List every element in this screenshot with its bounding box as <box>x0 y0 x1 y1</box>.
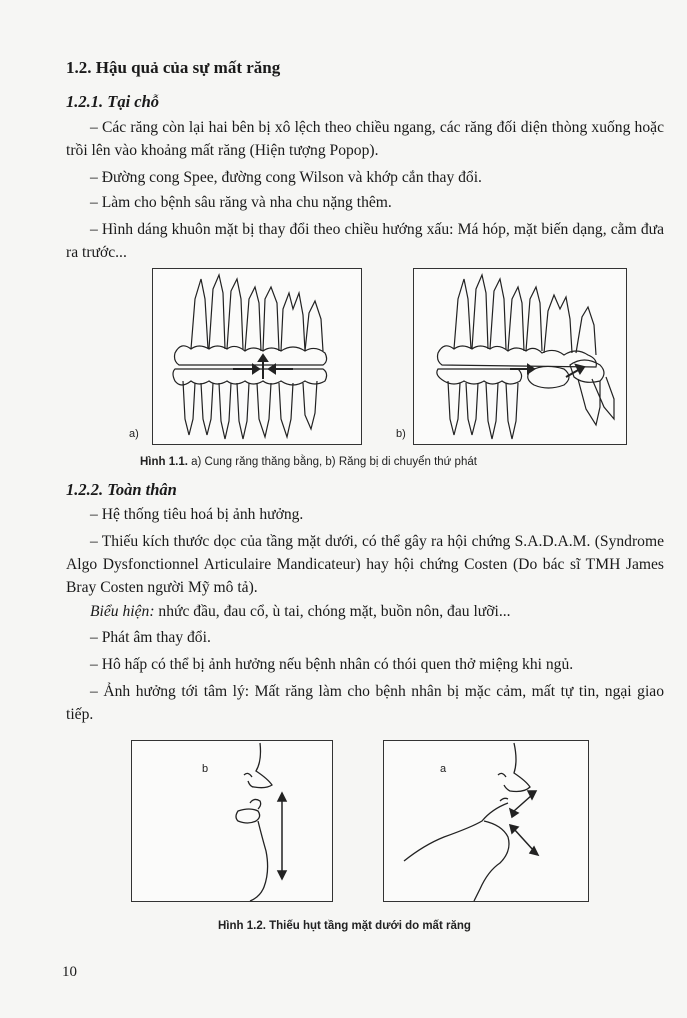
figure-1-2-label-b: b <box>202 763 209 775</box>
figure-1-2-left <box>131 740 333 902</box>
paragraph-local-2: – Đường cong Spee, đường cong Wilson và khớp cắn thay đổi. <box>90 169 482 186</box>
paragraph-local-4: – Hình dáng khuôn mặt bị thay đổi theo chiều hướng xấu: Má hóp, mặt biến dạng, cằm đưa ra trước... <box>66 221 664 261</box>
figure-1-1-label-a: a) <box>129 428 139 440</box>
symptoms-text: nhức đầu, đau cổ, ù tai, chóng mặt, buồn nôn, đau lưỡi... <box>154 603 511 620</box>
dental-arch-shifted-illustration <box>414 269 626 444</box>
figure-1-2-label-a: a <box>440 763 447 775</box>
page-number: 10 <box>62 964 77 980</box>
paragraph-local-3: – Làm cho bệnh sâu răng và nha chu nặng thêm. <box>90 194 392 211</box>
figure-1-1-caption-number: Hình 1.1. <box>140 456 188 468</box>
face-profile-normal-illustration <box>132 741 332 901</box>
figure-1-1-b <box>396 268 627 445</box>
subsection-heading-general: 1.2.2. Toàn thân <box>66 480 177 499</box>
paragraph-local-1: – Các răng còn lại hai bên bị xô lệch theo chiều ngang, các răng đối diện thòng xuống hoặc trồi lên vào khoảng mất răng (Hiện tượng Popop). <box>66 119 664 159</box>
paragraph-general-2: – Thiếu kích thước dọc của tầng mặt dưới, có thể gây ra hội chứng S.A.D.A.M. (Syndrome Algo Dysfonctionnel Articulaire Mandicateur) hay hội chứng Costen (Do bác sĩ TMH James Bray Costen người Mỹ mô tả). <box>66 533 664 596</box>
section-heading: 1.2. Hậu quả của sự mất răng <box>66 58 281 77</box>
dental-arch-balanced-illustration <box>153 269 361 444</box>
figure-1-2-right <box>383 740 589 902</box>
figure-1-1-label-b: b) <box>396 428 406 440</box>
paragraph-general-4: – Hô hấp có thể bị ảnh hưởng nếu bệnh nhân có thói quen thở miệng khi ngủ. <box>90 656 574 673</box>
figure-1-1-a <box>129 268 362 445</box>
paragraph-general-3: – Phát âm thay đổi. <box>90 629 211 646</box>
figure-1-1-caption <box>140 456 477 468</box>
symptoms-label: Biểu hiện: <box>90 603 155 620</box>
face-profile-collapsed-illustration <box>384 741 588 901</box>
paragraph-general-1: – Hệ thống tiêu hoá bị ảnh hưởng. <box>90 506 304 523</box>
figure-1-2-caption-text: Hình 1.2. Thiếu hụt tầng mặt dưới do mất răng <box>218 920 471 932</box>
paragraph-symptoms <box>66 600 664 623</box>
subsection-heading-local: 1.2.1. Tại chỗ <box>66 92 160 111</box>
paragraph-general-5: – Ảnh hưởng tới tâm lý: Mất răng làm cho bệnh nhân bị mặc cảm, mất tự tin, ngại giao tiếp. <box>66 683 664 723</box>
figure-1-2-caption <box>218 920 471 932</box>
figure-1-1-caption-text: a) Cung răng thăng bằng, b) Răng bị di chuyển thứ phát <box>187 456 477 468</box>
